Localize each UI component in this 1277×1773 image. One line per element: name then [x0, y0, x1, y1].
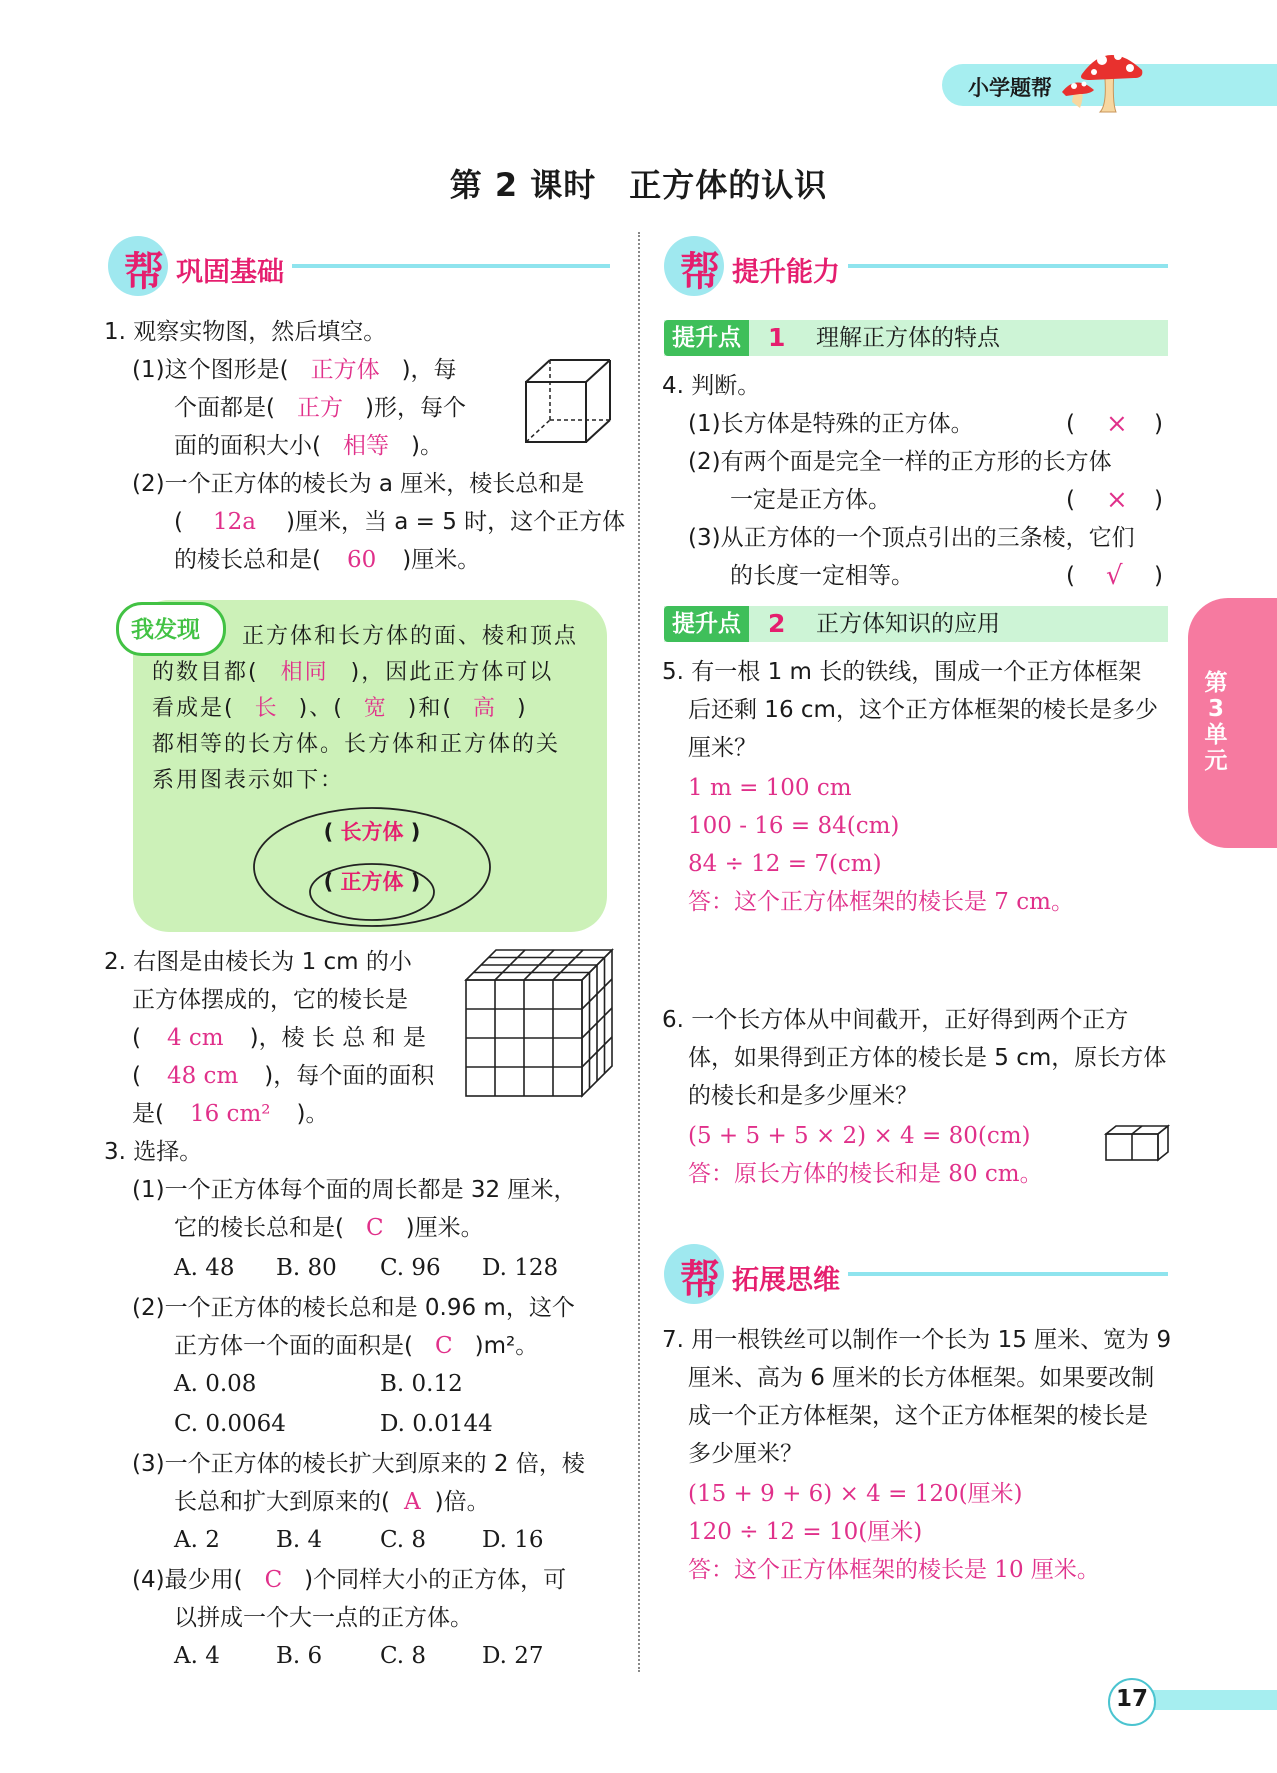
q4-j1-answer: ( × ): [1066, 409, 1163, 439]
q4-j2-line2: 一定是正方体。: [730, 487, 891, 513]
q1-p2-line2: ( 12a )厘米，当 a = 5 时，这个正方体: [174, 509, 626, 535]
discovery-badge: 我发现: [116, 602, 226, 656]
q4-j3-answer: ( √ ): [1066, 561, 1163, 591]
venn-outer-label: ( 长方体 ): [323, 820, 421, 844]
q3-p4-line2: 以拼成一个大一点的正方体。: [174, 1605, 473, 1631]
answer-blank: C: [365, 1215, 384, 1241]
q1-p2-line1: (2)一个正方体的棱长为 a 厘米，棱长总和是: [132, 471, 585, 497]
answer-blank: C: [434, 1333, 453, 1359]
answer-blank: 相同: [280, 660, 329, 685]
q3-p2-line2: 正方体一个面的面积是( C )m²。: [174, 1333, 539, 1359]
q6-line1: 6. 一个长方体从中间截开，正好得到两个正方: [662, 1007, 1129, 1033]
mushroom-icon: [1060, 44, 1152, 116]
q1-p1-line3: 面的面积大小( 相等 )。: [174, 433, 443, 459]
q3-p3-option-a: A. 2: [174, 1527, 220, 1553]
page-number-bar: [1136, 1690, 1277, 1710]
q3-p1-option-d: D. 128: [482, 1255, 559, 1281]
cuboid-figure: [1104, 1124, 1170, 1162]
q7-line4: 多少厘米？: [688, 1441, 803, 1467]
q7-answer-1: (15 + 9 + 6) × 4 = 120(厘米): [688, 1481, 1023, 1507]
section-title: 拓展思维: [732, 1265, 840, 1296]
q5-line1: 5. 有一根 1 m 长的铁线，围成一个正方体框架: [662, 659, 1142, 685]
q1-p1-line2: 个面都是( 正方 )形，每个: [174, 395, 466, 421]
discovery-line2: 的数目都( 相同 )，因此正方体可以: [152, 660, 554, 685]
q3-p1-option-a: A. 48: [174, 1255, 235, 1281]
q3-p4-option-a: A. 4: [174, 1643, 220, 1669]
q3-p4-option-b: B. 6: [276, 1643, 323, 1669]
answer-blank: 长: [254, 696, 279, 721]
section-rule: [848, 264, 1168, 268]
q5-answer-3: 84 ÷ 12 = 7(cm): [688, 851, 882, 877]
q3-p4-option-c: C. 8: [380, 1643, 427, 1669]
q7-line3: 成一个正方体框架，这个正方体框架的棱长是: [688, 1403, 1148, 1429]
q5-answer-4: 答：这个正方体框架的棱长是 7 cm。: [688, 889, 1074, 915]
answer-blank: 宽: [363, 696, 388, 721]
section-basic-header: [108, 236, 610, 296]
q6-answer-1: (5 + 5 + 5 × 2) × 4 = 80(cm): [688, 1123, 1031, 1149]
unit-side-label: 第3单元: [1204, 670, 1228, 774]
point2-bar: 提升点 2 正方体知识的应用: [664, 606, 1168, 642]
q3-p2-option-a: A. 0.08: [174, 1371, 257, 1397]
q5-line2: 后还剩 16 cm，这个正方体框架的棱长是多少: [688, 697, 1158, 723]
q4-j3-line2: 的长度一定相等。: [730, 563, 914, 589]
cube-grid-figure: [464, 948, 614, 1098]
q4-j1: (1)长方体是特殊的正方体。: [688, 411, 974, 437]
answer-blank: 相等: [342, 433, 389, 459]
discovery-line1: 正方体和长方体的面、棱和顶点: [242, 624, 579, 649]
q7-line2: 厘米、高为 6 厘米的长方体框架。如果要改制: [688, 1365, 1155, 1391]
point1-bar: 提升点 1 理解正方体的特点: [664, 320, 1168, 356]
section-bang-char: 帮: [680, 248, 720, 295]
section-bang-char: 帮: [680, 1256, 720, 1303]
q3-p1-line2: 它的棱长总和是( C )厘米。: [174, 1215, 484, 1241]
answer-blank: A: [403, 1489, 421, 1515]
q4-j3-line1: (3)从正方体的一个顶点引出的三条棱，它们: [688, 525, 1135, 551]
q3-p1-option-b: B. 80: [276, 1255, 337, 1281]
q3-p4-line1: (4)最少用( C )个同样大小的正方体，可: [132, 1567, 567, 1593]
q3-stem: 3. 选择。: [104, 1139, 203, 1165]
q2-line5: 是( 16 cm² )。: [132, 1101, 329, 1127]
page-number: 17: [1115, 1686, 1148, 1712]
q3-p2-option-d: D. 0.0144: [380, 1411, 493, 1437]
q3-p4-option-d: D. 27: [482, 1643, 544, 1669]
discovery-line5: 系用图表示如下：: [152, 768, 345, 793]
page-title: 第 2 课时 正方体的认识: [449, 166, 828, 204]
q5-line3: 厘米？: [688, 735, 757, 761]
q6-line2: 体，如果得到正方体的棱长是 5 cm，原长方体: [688, 1045, 1167, 1071]
q1-p2-line3: 的棱长总和是( 60 )厘米。: [174, 547, 481, 573]
q3-p3-option-b: B. 4: [276, 1527, 323, 1553]
q6-answer-2: 答：原长方体的棱长和是 80 cm。: [688, 1161, 1043, 1187]
q3-p2-line1: (2)一个正方体的棱长总和是 0.96 m，这个: [132, 1295, 575, 1321]
answer-blank: 48 cm: [166, 1063, 239, 1089]
q3-p2-option-b: B. 0.12: [380, 1371, 463, 1397]
venn-inner-label: ( 正方体 ): [323, 870, 421, 894]
answer-blank: 高: [472, 696, 497, 721]
q4-j2-answer: ( × ): [1066, 485, 1163, 515]
column-divider: [638, 232, 640, 1672]
answer-blank: 60: [346, 547, 377, 573]
q3-p3-option-d: D. 16: [482, 1527, 544, 1553]
answer-blank: 12a: [212, 509, 256, 535]
q7-answer-2: 120 ÷ 12 = 10(厘米): [688, 1519, 923, 1545]
q5-answer-1: 1 m = 100 cm: [688, 775, 852, 801]
q2-line2: 正方体摆成的，它的棱长是: [132, 987, 408, 1013]
q2-line1: 2. 右图是由棱长为 1 cm 的小: [104, 949, 412, 975]
q2-line4: ( 48 cm )，每个面的面积: [132, 1063, 435, 1089]
discovery-line4: 都相等的长方体。长方体和正方体的关: [152, 732, 561, 757]
section-title: 提升能力: [732, 257, 840, 288]
answer-blank: 16 cm²: [189, 1101, 271, 1127]
answer-blank: 4 cm: [166, 1025, 224, 1051]
q3-p2-option-c: C. 0.0064: [174, 1411, 286, 1437]
answer-blank: 正方体: [310, 357, 380, 383]
answer-blank: C: [264, 1567, 283, 1593]
section-bang-char: 帮: [124, 248, 164, 295]
q3-p3-option-c: C. 8: [380, 1527, 427, 1553]
q1-p1-line1: (1)这个图形是( 正方体 )，每: [132, 357, 457, 383]
section-rule: [848, 1272, 1168, 1276]
q7-line1: 7. 用一根铁丝可以制作一个长为 15 厘米、宽为 9: [662, 1327, 1172, 1353]
section-expand-header: [664, 1244, 1168, 1304]
q4-stem: 4. 判断。: [662, 373, 761, 399]
q3-p1-option-c: C. 96: [380, 1255, 441, 1281]
section-ability-header: [664, 236, 1168, 296]
cube-wireframe-figure: [522, 356, 614, 448]
section-title: 巩固基础: [176, 257, 284, 288]
q3-p3-line1: (3)一个正方体的棱长扩大到原来的 2 倍，棱: [132, 1451, 585, 1477]
q2-line3: ( 4 cm )，棱 长 总 和 是: [132, 1025, 426, 1051]
q3-p1-line1: (1)一个正方体每个面的周长都是 32 厘米，: [132, 1177, 577, 1203]
section-rule: [292, 264, 610, 268]
discovery-line3: 看成是( 长 )、( 宽 )和( 高 ): [152, 696, 528, 721]
q5-answer-2: 100 - 16 = 84(cm): [688, 813, 900, 839]
q4-j2-line1: (2)有两个面是完全一样的正方形的长方体: [688, 449, 1112, 475]
q3-p3-line2: 长总和扩大到原来的( A )倍。: [174, 1489, 490, 1515]
answer-blank: 正方: [296, 395, 343, 421]
q1-stem: 1. 观察实物图，然后填空。: [104, 319, 387, 345]
q7-answer-3: 答：这个正方体框架的棱长是 10 厘米。: [688, 1557, 1100, 1583]
brand-label: 小学题帮: [968, 76, 1052, 100]
q6-line3: 的棱长和是多少厘米？: [688, 1083, 918, 1109]
